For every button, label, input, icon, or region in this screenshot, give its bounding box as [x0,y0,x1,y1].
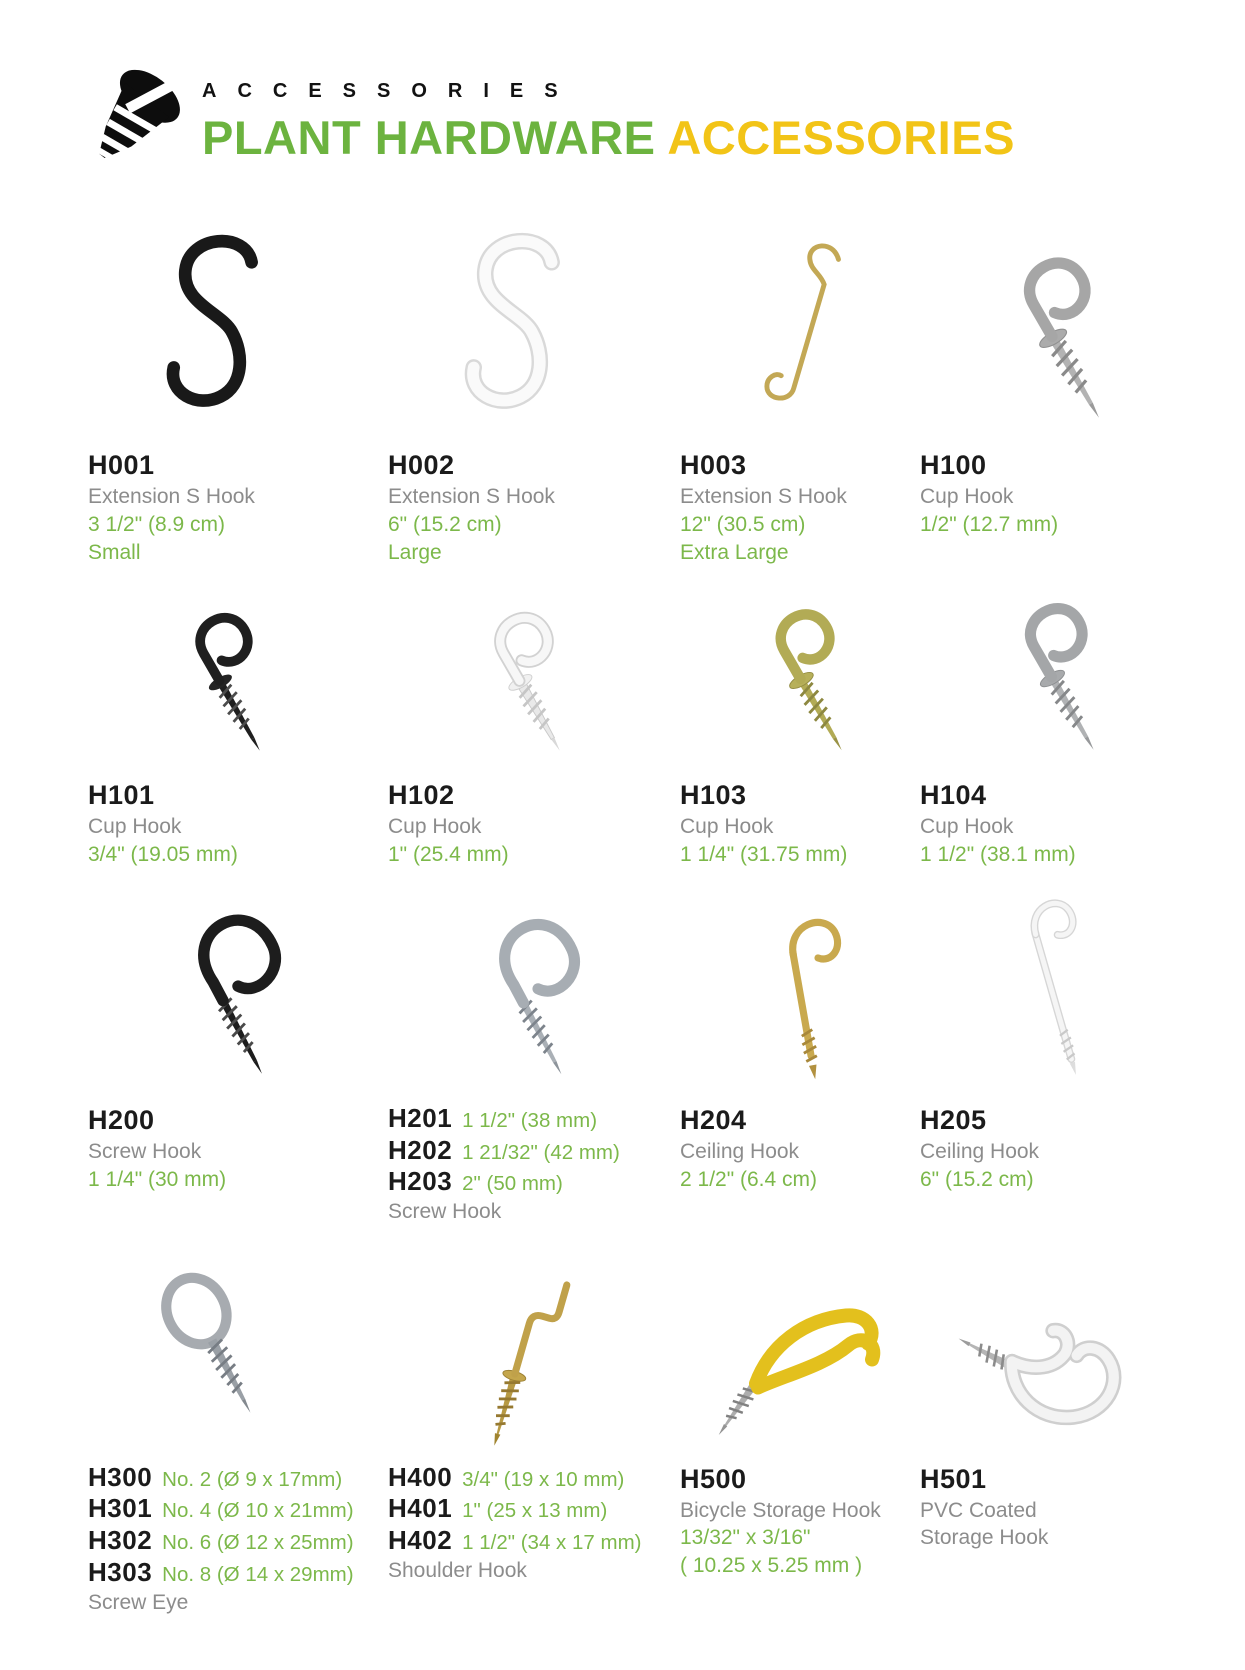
page-title-yellow: ACCESSORIES [667,111,1015,164]
product-size: 3/4" (19.05 mm) [88,843,238,867]
product-size: No. 6 (Ø 12 x 25mm) [162,1531,354,1555]
product-code: H500 [680,1463,747,1494]
product-type: Screw Hook [388,1199,502,1223]
product-code: H201 [388,1102,453,1133]
yellow-bicycle-storage-hook-image [700,1257,900,1452]
product-type: Extension S Hook [680,485,847,509]
h102-image-box [388,592,650,768]
product-row-1 [0,200,1245,566]
product-type: Screw Eye [88,1590,189,1614]
h501-image-box [920,1252,1182,1452]
product-line-h401 [388,1493,680,1525]
silver-cup-hook-large-image [962,584,1140,768]
product-card-h501 [920,1252,1245,1617]
product-card-h104 [920,592,1245,869]
product-type: Shoulder Hook [388,1558,527,1582]
product-size: 2 1/2" (6.4 cm) [680,1167,818,1191]
brass-cup-hook-image [715,588,885,768]
h300-image-box [88,1252,350,1452]
product-type: Cup Hook [680,815,774,839]
chrome-screw-eye-image [127,1257,312,1452]
product-card-h003 [680,200,920,566]
h003-image-box [680,200,920,438]
h200-image-box [88,891,350,1093]
h500-image-box [680,1252,920,1452]
product-size: 1" (25.4 mm) [388,843,509,867]
product-type-line-2: Storage Hook [920,1526,1049,1550]
product-card-h002 [388,200,680,566]
product-row-3 [0,891,1245,1226]
h103-image-box [680,592,920,768]
product-size-line-1: 13/32" x 3/16" [680,1526,811,1550]
product-card-h204 [680,891,920,1226]
product-size: 3 1/2" (8.9 cm) [88,512,226,536]
product-line-h400 [388,1462,680,1494]
product-type: Ceiling Hook [680,1139,800,1163]
product-line-h202 [388,1135,680,1167]
product-type: Cup Hook [920,815,1014,839]
product-code: H302 [88,1525,153,1556]
product-size: 1 21/32" (42 mm) [462,1140,620,1164]
product-card-h001 [88,200,388,566]
product-row-2 [0,592,1245,869]
product-variant: Large [388,540,442,564]
header-text [202,70,1015,165]
product-code: H001 [88,450,155,480]
product-size: No. 2 (Ø 9 x 17mm) [162,1467,343,1491]
product-size: 6" (15.2 cm) [920,1167,1034,1191]
product-size: No. 8 (Ø 14 x 29mm) [162,1562,354,1586]
product-code: H104 [920,780,987,811]
product-card-h201-group [388,891,680,1226]
product-line-h303 [88,1557,388,1589]
product-line-h300 [88,1462,388,1494]
product-card-h500 [680,1252,920,1617]
h205-image-box [920,891,1182,1093]
white-cup-hook-image [439,592,599,768]
product-size: No. 4 (Ø 10 x 21mm) [162,1499,354,1523]
product-code: H101 [88,780,155,811]
product-size: 1 1/2" (34 x 17 mm) [462,1531,642,1555]
product-card-h101 [88,592,388,869]
product-card-h200 [88,891,388,1226]
product-type-line-1: PVC Coated [920,1498,1037,1522]
product-type: Cup Hook [388,815,482,839]
product-line-h203 [388,1166,680,1198]
product-size: 1 1/4" (31.75 mm) [680,843,848,867]
product-row-4 [0,1252,1245,1617]
brass-long-s-hook-image [715,223,885,438]
h101-image-box [88,592,350,768]
product-code: H400 [388,1461,453,1492]
page-title-green: PLANT HARDWARE [202,111,656,164]
product-size: 6" (15.2 cm) [388,512,502,536]
product-size: 1 1/4" (30 mm) [88,1167,227,1191]
product-type: Extension S Hook [88,485,255,509]
product-size-line-2: ( 10.25 x 5.25 mm ) [680,1554,863,1578]
product-type: Screw Hook [88,1139,202,1163]
brass-ceiling-hook-image [725,893,875,1093]
product-code: H300 [88,1461,153,1492]
product-type: Bicycle Storage Hook [680,1498,881,1522]
h201-image-box [388,891,650,1093]
h204-image-box [680,891,920,1093]
product-code: H103 [680,780,747,811]
product-variant: Extra Large [680,540,789,564]
screw-icon [76,70,192,186]
h001-image-box [88,200,350,438]
product-line-h302 [88,1525,388,1557]
product-variant: Small [88,540,141,564]
product-size: 1" (25 x 13 mm) [462,1499,608,1523]
white-ceiling-hook-image [966,883,1136,1093]
product-size: 1/2" (12.7 mm) [920,512,1059,536]
black-s-hook-image [127,218,312,438]
product-type: Extension S Hook [388,485,555,509]
chrome-screw-hook-image [427,898,612,1093]
page-header [0,0,1245,186]
black-screw-hook-image [124,893,314,1093]
product-type: Cup Hook [88,815,182,839]
header-eyebrow: ACCESSORIES [202,80,579,102]
product-size: 2" (50 mm) [462,1172,563,1196]
product-size: 1 1/2" (38 mm) [462,1108,598,1132]
black-cup-hook-image [139,592,299,768]
brass-shoulder-hook-image [432,1254,607,1452]
product-code: H501 [920,1463,987,1494]
product-code: H002 [388,450,455,480]
product-code: H401 [388,1493,453,1524]
white-s-hook-image [427,218,612,438]
product-code: H202 [388,1134,453,1165]
silver-cup-hook-image [969,233,1134,438]
product-code: H200 [88,1104,155,1135]
product-code: H402 [388,1525,453,1556]
product-card-h103 [680,592,920,869]
product-size: 1 1/2" (38.1 mm) [920,843,1076,867]
product-size: 3/4" (19 x 10 mm) [462,1467,625,1491]
h002-image-box [388,200,650,438]
h400-image-box [388,1252,650,1452]
product-card-h100 [920,200,1245,566]
product-code: H102 [388,780,455,811]
h100-image-box [920,200,1182,438]
product-code: H301 [88,1493,153,1524]
product-code: H003 [680,450,747,480]
product-type: Cup Hook [920,485,1014,509]
h104-image-box [920,592,1182,768]
product-size: 12" (30.5 cm) [680,512,806,536]
product-card-h102 [388,592,680,869]
product-code: H100 [920,450,987,480]
page-title [202,110,1015,165]
product-line-h301 [88,1493,388,1525]
product-code: H205 [920,1104,987,1135]
product-card-h300-group [88,1252,388,1617]
white-pvc-storage-hook-image [946,1267,1156,1452]
product-code: H204 [680,1104,747,1135]
product-code: H303 [88,1556,153,1587]
product-card-h205 [920,891,1245,1226]
product-code: H203 [388,1166,453,1197]
product-card-h400-group [388,1252,680,1617]
product-type: Ceiling Hook [920,1139,1040,1163]
product-line-h201 [388,1103,680,1135]
product-line-h402 [388,1525,680,1557]
